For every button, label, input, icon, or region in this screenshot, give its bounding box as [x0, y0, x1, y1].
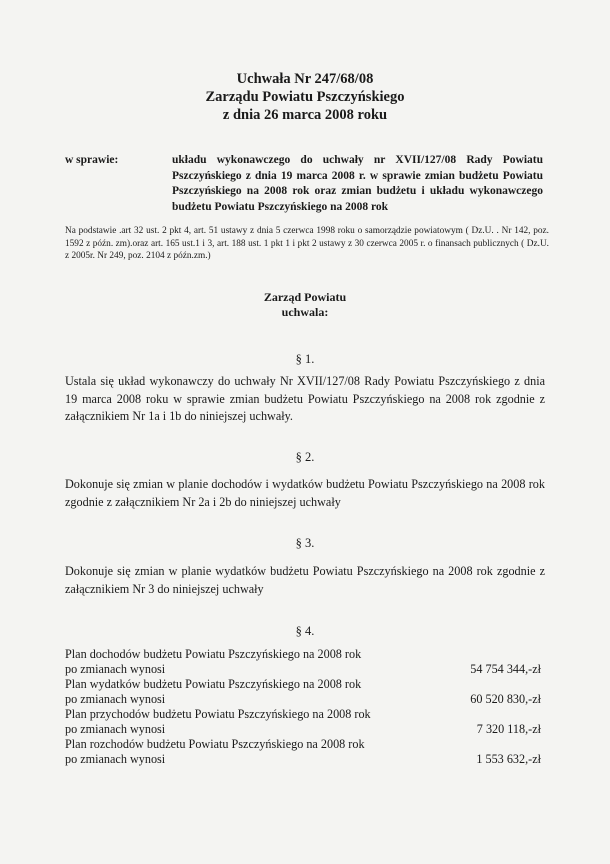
financial-sublabel: po zmianach wynosi	[65, 662, 166, 676]
financial-sublabel: po zmianach wynosi	[65, 692, 166, 706]
financial-amount: 1 553 632,-zł	[476, 752, 541, 766]
section-2-heading: § 2.	[295, 450, 315, 464]
section-4-heading: § 4.	[295, 624, 315, 638]
board-name: Zarząd Powiatu	[263, 290, 347, 304]
resolution-number: Uchwała Nr 247/68/08	[236, 71, 374, 87]
financial-amount: 7 320 118,-zł	[476, 722, 541, 736]
financial-summary	[65, 647, 541, 767]
financial-sublabel: po zmianach wynosi	[65, 722, 166, 736]
financial-row-outflows	[65, 737, 541, 767]
resolution-date: z dnia 26 marca 2008 roku	[222, 107, 388, 123]
subject-label: w sprawie:	[65, 154, 119, 166]
financial-label: Plan rozchodów budżetu Powiatu Pszczyńskiego na 2008 rok	[65, 737, 365, 751]
issuing-body: Zarządu Powiatu Pszczyńskiego	[205, 89, 405, 105]
section-1-heading: § 1.	[295, 352, 315, 366]
financial-label: Plan przychodów budżetu Powiatu Pszczyńskiego na 2008 rok	[65, 707, 371, 721]
board-heading	[0, 290, 610, 320]
financial-row-expenses	[65, 677, 541, 707]
financial-amount: 54 754 344,-zł	[470, 662, 541, 676]
resolution-title	[0, 70, 610, 124]
board-resolves: uchwala:	[281, 305, 329, 319]
financial-row-income	[65, 647, 541, 677]
financial-label: Plan wydatków budżetu Powiatu Pszczyńskiego na 2008 rok	[65, 677, 362, 691]
financial-sublabel: po zmianach wynosi	[65, 752, 166, 766]
legal-basis: Na podstawie .art 32 ust. 2 pkt 4, art. 51 ustawy z dnia 5 czerwca 1998 roku o samorządzie powiatowym ( Dz.U. . Nr 142, poz. 1592 z późn. zm).oraz art. 165 ust.1 i 3, art. 188 ust. 1 pkt 1 i pkt 2 ustawy z 30 czerwca 2005 r. o finansach publicznych ( Dz.U. z 2005r. Nr 249, poz. 2104 z późn.zm.)	[65, 226, 549, 261]
section-1-text: Ustala się układ wykonawczy do uchwały Nr XVII/127/08 Rady Powiatu Pszczyńskiego z dnia 19 marca 2008 roku w sprawie zmian budżetu Powiatu Pszczyńskiego na 2008 rok zgodnie z załącznikiem Nr 1a i 1b do niniejszej uchwały.	[65, 374, 545, 423]
financial-label: Plan dochodów budżetu Powiatu Pszczyńskiego na 2008 rok	[65, 647, 362, 661]
financial-row-revenues	[65, 707, 541, 737]
financial-amount: 60 520 830,-zł	[470, 692, 541, 706]
section-2-text: Dokonuje się zmian w planie dochodów i wydatków budżetu Powiatu Pszczyńskiego na 2008 rok zgodnie z załącznikiem Nr 2a i 2b do niniejszej uchwały	[65, 477, 545, 509]
subject-text: układu wykonawczego do uchwały nr XVII/127/08 Rady Powiatu Pszczyńskiego z dnia 19 marca 2008 r. w sprawie zmian budżetu Powiatu Pszczyńskiego na 2008 rok oraz zmian budżetu i układu wykonawczego budżetu Powiatu Pszczyńskiego na 2008 rok	[172, 154, 543, 213]
section-3-heading: § 3.	[295, 536, 315, 550]
subject-block	[65, 153, 543, 215]
section-3-text: Dokonuje się zmian w planie wydatków budżetu Powiatu Pszczyńskiego na 2008 rok zgodnie z załącznikiem Nr 3 do niniejszej uchwały	[65, 564, 545, 596]
